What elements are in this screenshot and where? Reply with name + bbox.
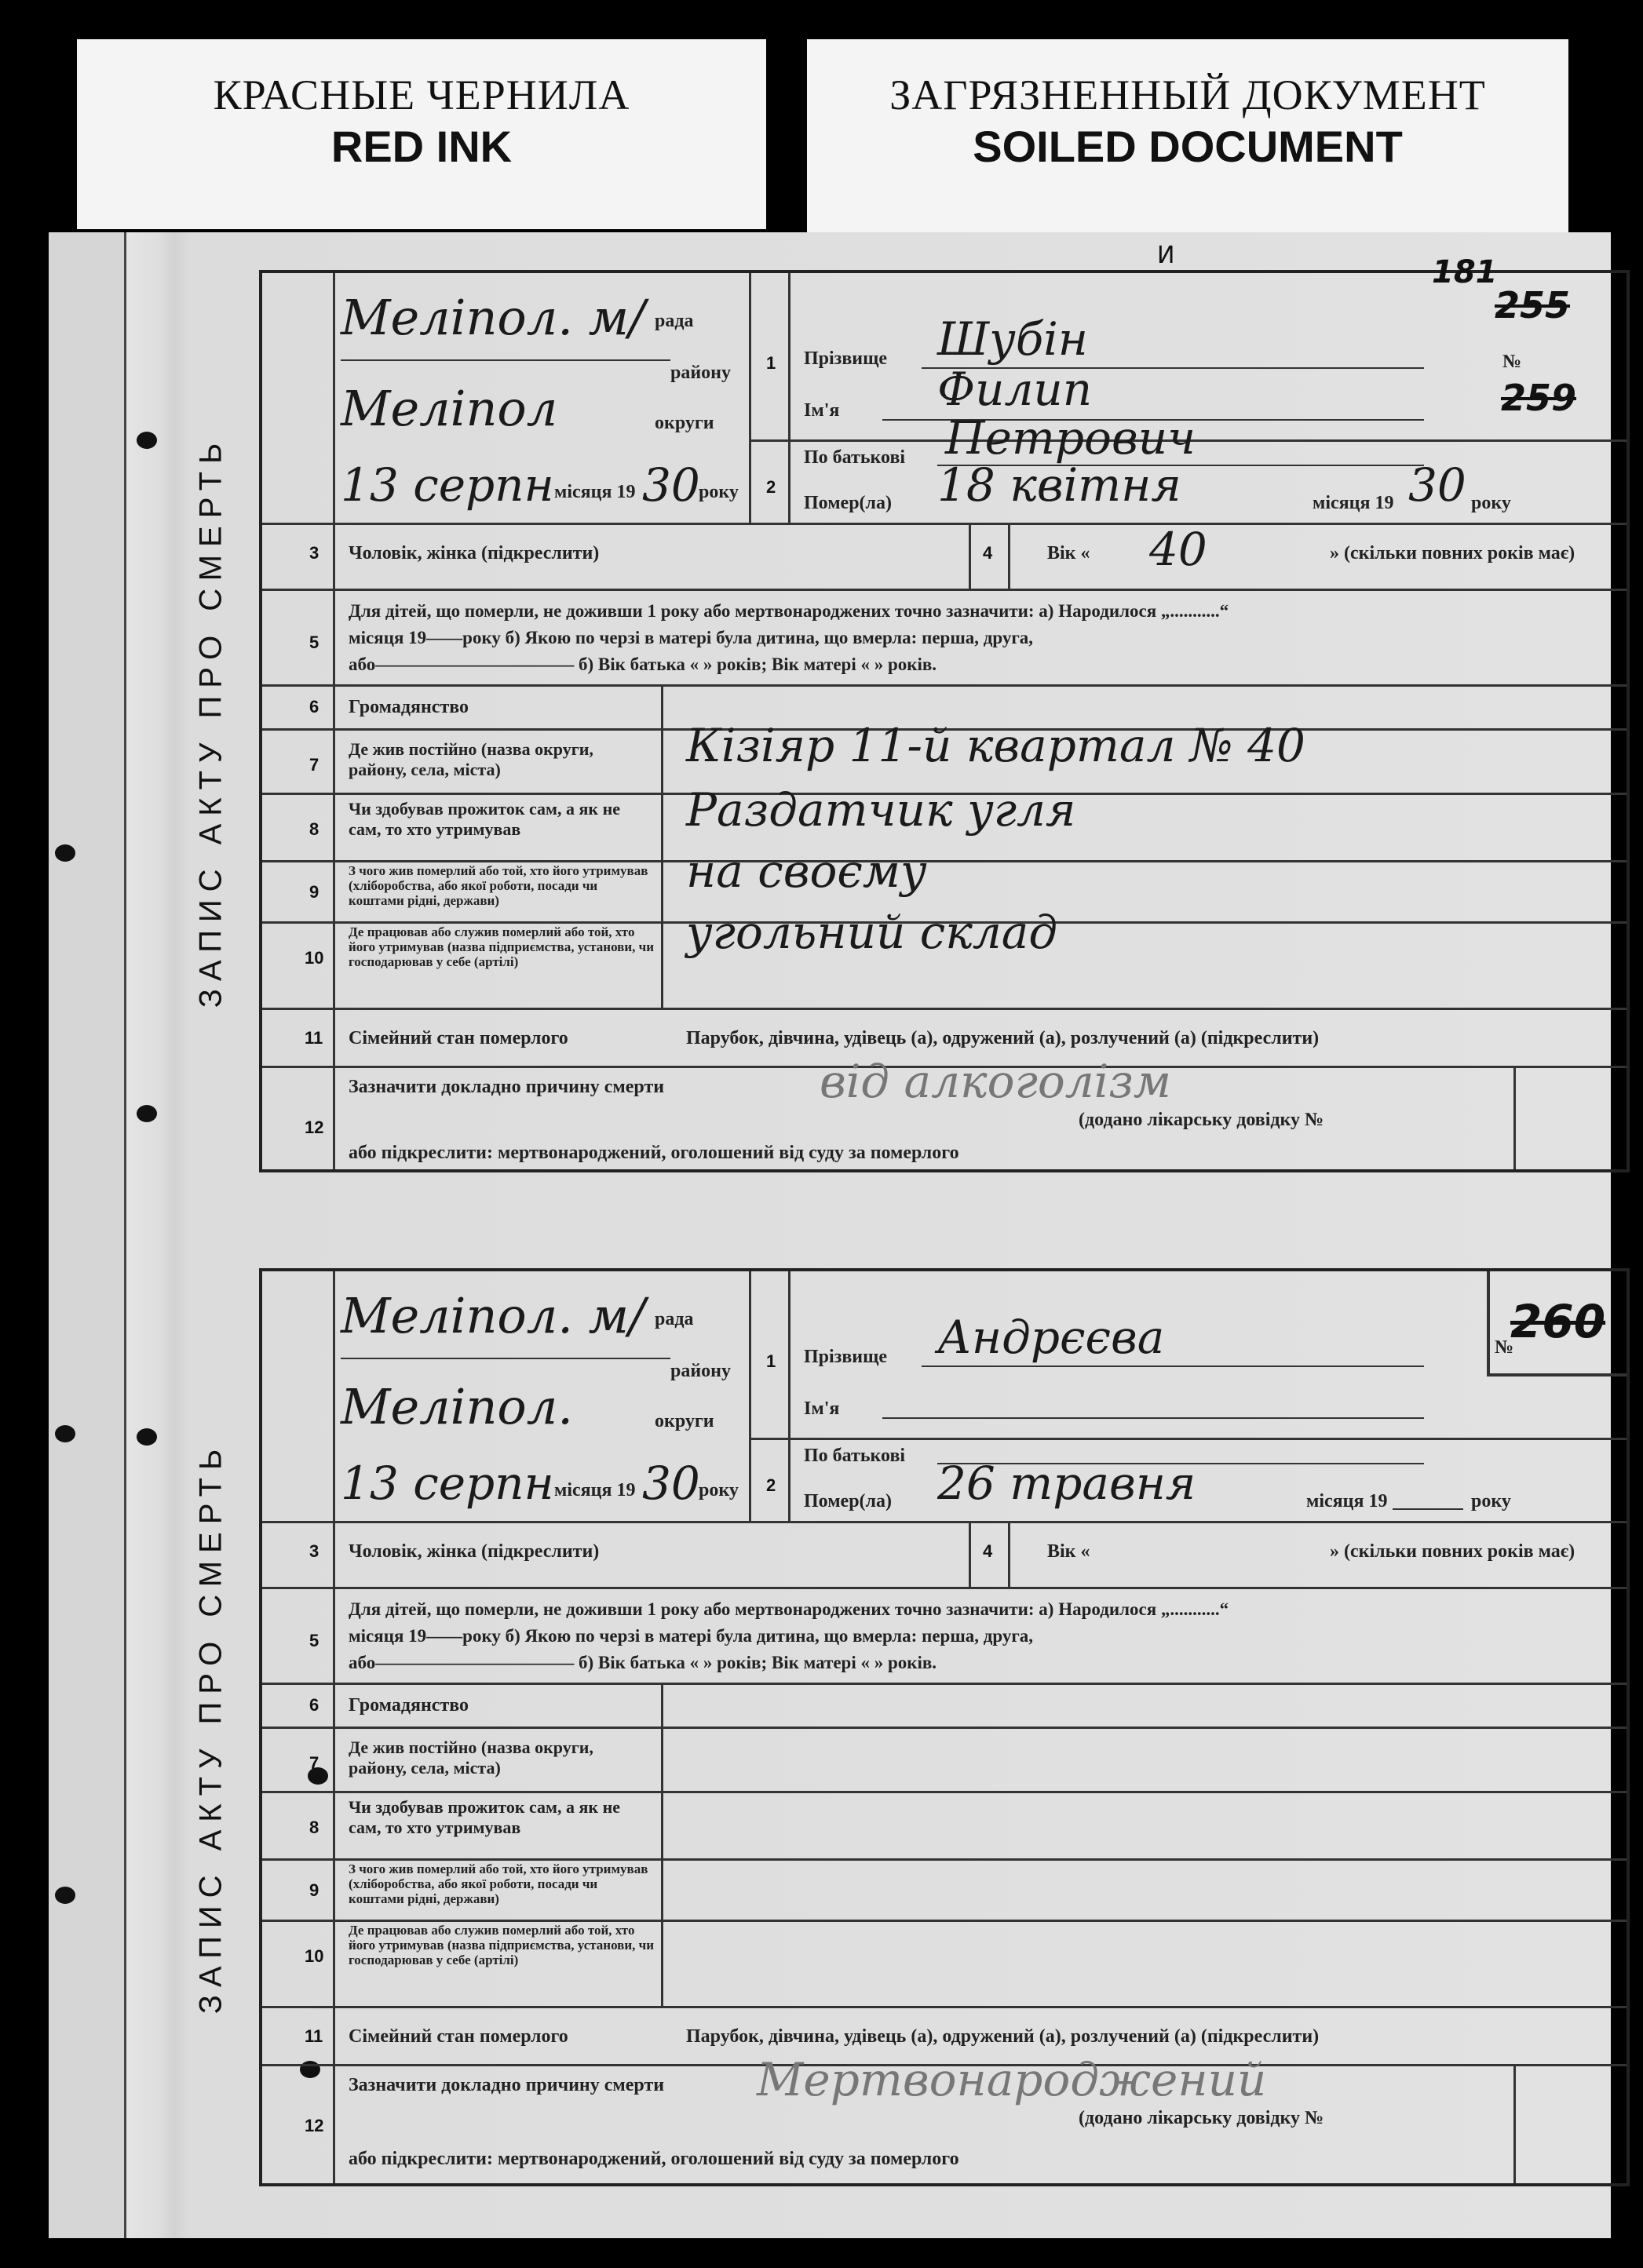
col-line	[333, 273, 335, 1169]
age-value: 40	[1149, 523, 1207, 576]
col-line	[788, 1271, 790, 1521]
row-number: 10	[305, 948, 324, 968]
row-number: 9	[309, 1880, 319, 1900]
age-suffix-label: » (скільки повних років має)	[1330, 1541, 1575, 1562]
row-number: 1	[766, 1351, 776, 1371]
marker-letter: И	[1157, 242, 1175, 269]
col-line	[969, 523, 971, 589]
certificate-label: (додано лікарську довідку №	[1079, 1110, 1324, 1130]
name-label: Ім'я	[804, 1398, 840, 1419]
marital-label: Сімейний стан померлого	[349, 1028, 568, 1048]
residence-label: Де жив постійно (назва округи, району, села, міста)	[349, 1737, 593, 1778]
col-line	[1487, 1271, 1490, 1373]
name-value: Филип	[937, 363, 1093, 416]
row-number: 3	[309, 1541, 319, 1561]
income-source-label: З чого жив померлий або той, хто його утримував (хліборобства, або якої роботи, посади чи коштами рідні, держави)	[349, 1861, 648, 1906]
row-number: 12	[305, 1118, 324, 1137]
death-record-form-2	[193, 1268, 1630, 2186]
infant-line-3: або——————————— б) Вік батька « » років; Вік матері « » років.	[349, 655, 937, 674]
rayon-line	[341, 359, 670, 361]
infant-line-3: або——————————— б) Вік батька « » років; Вік матері « » років.	[349, 1653, 937, 1672]
infant-line-1: Для дітей, що померли, не доживши 1 року або мертвонароджених точно зазначити: а) Народилося „...........“	[349, 1599, 1229, 1619]
death-roku-label: року	[1471, 1491, 1511, 1511]
infant-line-2: місяця 19——року б) Якою по черзі в матері була дитина, що вмерла: перша, друга,	[349, 628, 1034, 647]
reg-roku-label: року	[699, 482, 739, 502]
patronymic-value: Петрович	[945, 411, 1196, 465]
reg-year-value: 30	[642, 1457, 700, 1510]
row-number: 2	[766, 1475, 776, 1495]
cause-value: від алкоголізм	[820, 1055, 1171, 1108]
marital-options: Парубок, дівчина, удівець (а), одружений (а), розлучений (а) (підкреслити)	[686, 1028, 1320, 1048]
surname-value: Шубін	[937, 312, 1088, 366]
surname-value: Андрєєва	[937, 1311, 1165, 1364]
row-line	[262, 1920, 1627, 1922]
row-number: 11	[305, 2026, 323, 2046]
col-line	[969, 1521, 971, 1587]
patronymic-label: По батькові	[804, 447, 906, 468]
certificate-label: (додано лікарську довідку №	[1079, 2108, 1324, 2128]
row-number: 4	[983, 1541, 993, 1561]
row-line	[262, 1727, 1627, 1729]
red-ink-en: RED INK	[330, 122, 513, 171]
row-number: 7	[309, 755, 319, 775]
reg-date-value: 13 серпн	[341, 1457, 554, 1510]
death-month-label: місяця 19	[1313, 493, 1394, 513]
binding-hole	[137, 432, 157, 449]
stillborn-label: або підкреслити: мертвонароджений, оголошений від суду за померлого	[349, 2149, 959, 2169]
livelihood-label: Чи здобував прожиток сам, а як не сам, то хто утримував	[349, 799, 621, 839]
col-line	[749, 1271, 751, 1521]
income-source-label: З чого жив померлий або той, хто його утримував (хліборобства, або якої роботи, посади чи коштами рідні, держави)	[349, 863, 648, 908]
rada-value: Меліпол. м/	[341, 289, 645, 346]
workplace-value: угольний склад	[686, 906, 1058, 959]
binding-hole	[55, 844, 75, 862]
row-number: 9	[309, 882, 319, 902]
soiled-doc-card	[807, 39, 1568, 235]
cause-label: Зазначити докладно причину смерти	[349, 1077, 665, 1097]
red-ink-card	[77, 39, 766, 229]
row-number: 6	[309, 1695, 319, 1715]
row-line	[262, 1521, 1627, 1523]
name-label: Ім'я	[804, 400, 840, 421]
rayon-line	[341, 1358, 670, 1359]
row-number: 11	[305, 1028, 323, 1048]
binding-hole	[55, 1887, 75, 1904]
surname-label: Прізвище	[804, 348, 888, 369]
red-ink-ru: КРАСНЫЕ ЧЕРНИЛА	[213, 71, 630, 119]
rayonu-label: району	[670, 1361, 732, 1381]
row-line	[749, 1438, 1627, 1440]
binding-strip	[49, 232, 126, 2238]
surname-label: Прізвище	[804, 1347, 888, 1367]
soiled-doc-ru: ЗАГРЯЗНЕННЫЙ ДОКУМЕНТ	[889, 71, 1486, 119]
citizenship-label: Громадянство	[349, 1695, 469, 1716]
binding-hole	[137, 1428, 157, 1446]
death-record-form-1	[193, 242, 1630, 1172]
death-label: Помер(ла)	[804, 493, 893, 513]
row-number: 6	[309, 697, 319, 716]
row-number: 5	[309, 633, 319, 652]
cause-value: Мертвонароджений	[757, 2053, 1267, 2106]
record-number: 260	[1510, 1295, 1606, 1348]
row-number: 8	[309, 1818, 319, 1837]
row-line	[262, 860, 1627, 862]
side-title: ЗАПИС АКТУ ПРО СМЕРТЬ	[193, 1441, 228, 2014]
stillborn-label: або підкреслити: мертвонароджений, оголошений від суду за померлого	[349, 1143, 959, 1163]
cause-label: Зазначити докладно причину смерти	[349, 2075, 665, 2095]
death-year-value: 30	[1408, 458, 1466, 512]
death-roku-label: року	[1471, 493, 1511, 513]
death-date-value: 26 травня	[937, 1457, 1196, 1510]
row-number: 7	[309, 1753, 319, 1773]
col-line	[1008, 523, 1010, 589]
age-label: Вік «	[1047, 543, 1090, 563]
workplace-label: Де працював або служив померлий або той, хто його утримував (назва підприємства, установи, чи господарював у себе (артілі)	[349, 924, 655, 969]
number-sign: №	[1495, 1337, 1514, 1358]
row-number: 2	[766, 477, 776, 497]
workplace-label: Де працював або служив померлий або той, хто його утримував (назва підприємства, установи, чи господарював у себе (артілі)	[349, 1923, 655, 1967]
soiled-doc-en: SOILED DOCUMENT	[973, 122, 1403, 171]
rayonu-label: району	[670, 363, 732, 383]
row-line	[262, 1587, 1627, 1589]
reg-date-value: 13 серпн	[341, 458, 554, 512]
binding-hole	[137, 1105, 157, 1122]
row-number: 5	[309, 1631, 319, 1650]
age-suffix-label: » (скільки повних років має)	[1330, 543, 1575, 563]
row-line	[262, 1858, 1627, 1861]
marital-label: Сімейний стан померлого	[349, 2026, 568, 2047]
livelihood-value: Раздатчик угля	[686, 783, 1076, 837]
old-record-number: 255	[1495, 284, 1571, 326]
livelihood-label: Чи здобував прожиток сам, а як не сам, то хто утримував	[349, 1797, 621, 1837]
citizenship-label: Громадянство	[349, 697, 469, 717]
gender-label: Чоловік, жінка (підкреслити)	[349, 1541, 600, 1562]
okrugy-value: Меліпол	[341, 380, 558, 437]
col-line	[661, 684, 663, 1008]
marital-options: Парубок, дівчина, удівець (а), одружений (а), розлучений (а) (підкреслити)	[686, 2026, 1320, 2047]
col-line	[1513, 2064, 1516, 2183]
row-number: 1	[766, 353, 776, 373]
reg-roku-label: року	[699, 1480, 739, 1500]
row-line	[262, 1008, 1627, 1010]
age-label: Вік «	[1047, 1541, 1090, 1562]
binding-hole	[55, 1425, 75, 1442]
row-number: 4	[983, 543, 993, 563]
row-number: 3	[309, 543, 319, 563]
okrugy-value: Меліпол.	[341, 1378, 573, 1435]
row-line	[262, 589, 1627, 591]
rada-label: рада	[655, 311, 694, 331]
row-line	[1487, 1373, 1627, 1376]
death-month-label: місяця 19	[1306, 1491, 1388, 1511]
income-source-value: на своєму	[686, 844, 927, 898]
okrugy-label: округи	[655, 1411, 714, 1431]
row-line	[262, 684, 1627, 687]
rada-label: рада	[655, 1309, 694, 1329]
row-line	[262, 1683, 1627, 1685]
row-number: 12	[305, 2116, 324, 2135]
page-number: 181	[1432, 254, 1498, 290]
col-line	[1513, 1066, 1516, 1169]
record-number: 259	[1501, 377, 1577, 419]
number-sign: №	[1502, 352, 1522, 372]
residence-value: Кізіяр 11-й квартал № 40	[686, 719, 1305, 772]
col-line	[749, 273, 751, 523]
row-line	[262, 2006, 1627, 2008]
infant-line-2: місяця 19——року б) Якою по черзі в матері була дитина, що вмерла: перша, друга,	[349, 1626, 1034, 1646]
rada-value: Меліпол. м/	[341, 1287, 645, 1344]
patronymic-label: По батькові	[804, 1446, 906, 1466]
field-line	[922, 1366, 1424, 1367]
field-line	[882, 1417, 1424, 1419]
reg-year-value: 30	[642, 458, 700, 512]
side-title: ЗАПИС АКТУ ПРО СМЕРТЬ	[193, 435, 228, 1008]
death-date-value: 18 квітня	[937, 458, 1181, 512]
document-sheet	[49, 232, 1611, 2238]
row-number: 8	[309, 819, 319, 839]
col-line	[661, 1683, 663, 2006]
row-number: 10	[305, 1946, 324, 1966]
row-line	[262, 523, 1627, 525]
col-line	[1008, 1521, 1010, 1587]
infant-line-1: Для дітей, що померли, не доживши 1 року або мертвонароджених точно зазначити: а) Народилося „...........“	[349, 601, 1229, 621]
reg-month-label: місяця 19	[554, 482, 636, 502]
death-label: Помер(ла)	[804, 1491, 893, 1511]
field-line	[1393, 1508, 1463, 1510]
residence-label: Де жив постійно (назва округи, району, села, міста)	[349, 739, 593, 779]
row-line	[262, 1791, 1627, 1793]
okrugy-label: округи	[655, 413, 714, 433]
gender-label: Чоловік, жінка (підкреслити)	[349, 543, 600, 563]
reg-month-label: місяця 19	[554, 1480, 636, 1500]
col-line	[788, 273, 790, 523]
